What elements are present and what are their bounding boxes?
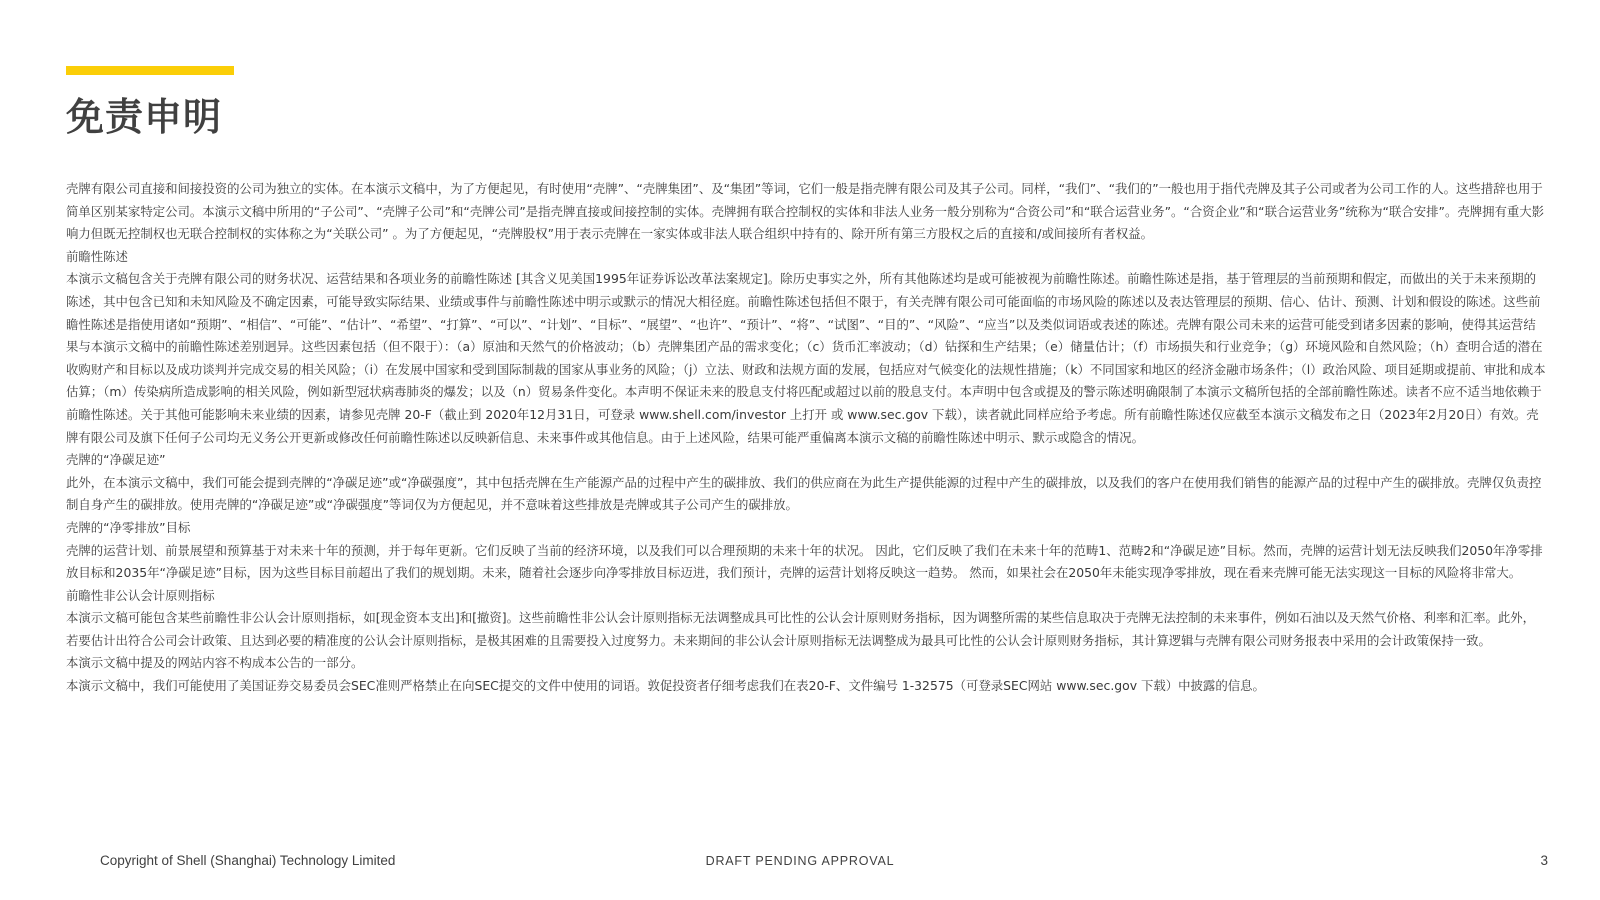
title-accent-bar <box>66 66 234 75</box>
disclaimer-body <box>66 178 1546 698</box>
footer-copyright: Copyright of Shell (Shanghai) Technology Limited <box>100 853 396 868</box>
footer-draft-status: DRAFT PENDING APPROVAL <box>705 854 895 868</box>
heading-non-gaap: 前瞻性非公认会计原则指标 <box>66 587 215 603</box>
paragraph-sec: 本演示文稿中，我们可能使用了美国证券交易委员会SEC准则严格禁止在向SEC提交的文件中使用的词语。敦促投资者仔细考虑我们在表20-F、文件编号 1-32575（可登录SEC网站 www.sec.gov 下载）中披露的信息。 <box>66 678 1265 694</box>
heading-forward-looking: 前瞻性陈述 <box>66 248 128 264</box>
paragraph-non-gaap: 本演示文稿可能包含某些前瞻性非公认会计原则指标，如[现金资本支出]和[撤资]。这些前瞻性非公认会计原则指标无法调整成具可比性的公认会计原则财务指标，因为调整所需的某些信息取决于壳牌无法控制的未来事件，例如石油以及天然气价格、利率和汇率。此外，若要估计出符合公司会计政策、且达到必要的精准度的公认会计原则指标，是极其困难的且需要投入过度努力。未来期间的非公认会计原则指标无法调整成为最具可比性的公认会计原则财务指标，其计算逻辑与壳牌有限公司财务报表中采用的会计政策保持一致。 <box>66 610 1536 648</box>
footer-page-number: 3 <box>1540 853 1548 868</box>
paragraph-net-carbon-footprint: 此外，在本演示文稿中，我们可能会提到壳牌的“净碳足迹”或“净碳强度”，其中包括壳牌在生产能源产品的过程中产生的碳排放、我们的供应商在为此生产提供能源的过程中产生的碳排放，以及我们的客户在使用我们销售的能源产品的过程中产生的碳排放。壳牌仅负责控制自身产生的碳排放。使用壳牌的“净碳足迹”或“净碳强度”等词仅为方便起见，并不意味着这些排放是壳牌或其子公司产生的碳排放。 <box>66 474 1542 513</box>
paragraph-forward-looking: 本演示文稿包含关于壳牌有限公司的财务状况、运营结果和各项业务的前瞻性陈述 [其含义见美国1995年证券诉讼改革法案规定]。除历史事实之外，所有其他陈述均是或可能被视为前瞻性陈述。前瞻性陈述是指，基于管理层的当前预期和假定，而做出的关于未来预期的陈述，其中包含已知和未知风险及不确定因素，可能导致实际结果、业绩或事件与前瞻性陈述中明示或默示的情况大相径庭。前瞻性陈述包括但不限于，有关壳牌有限公司可能面临的市场风险的陈述以及表达管理层的预期、信心、估计、预测、计划和假设的陈述。这些前瞻性陈述是指使用诸如“预期”、“相信”、“可能”、“估计”、“希望”、“打算”、“可以”、“计划”、“目标”、“展望”、“也许”、“预计”、“将”、“试图”、“目的”、“风险”、“应当”以及类似词语或表述的陈述。壳牌有限公司未来的运营可能受到诸多因素的影响，使得其运营结果与本演示文稿中的前瞻性陈述差别迥异。这些因素包括（但不限于）：（a）原油和天然气的价格波动；（b）壳牌集团产品的需求变化；（c）货币汇率波动；（d）钻探和生产结果；（e）储量估计；（f）市场损失和行业竞争；（g）环境风险和自然风险；（h）查明合适的潜在收购财产和目标以及成功谈判并完成交易的相关风险；（i）在发展中国家和受到国际制裁的国家从事业务的风险；（j）立法、财政和法规方面的发展，包括应对气候变化的法规性措施；（k）不同国家和地区的经济金融市场条件；（l）政治风险、项目延期或提前、审批和成本估算；（m）传染病所造成影响的相关风险，例如新型冠状病毒肺炎的爆发；以及（n）贸易条件变化。本声明不保证未来的股息支付将匹配或超过以前的股息支付。本声明中包含或提及的警示陈述明确限制了本演示文稿所包括的全部前瞻性陈述。读者不应不适当地依赖于前瞻性陈述。关于其他可能影响未来业绩的因素，请参见壳牌 20-F（截止到 2020年12月31日，可登录 www.shell.com/investor 上打开 或 www.sec.gov 下载），读者就此同样应给予考虑。所有前瞻性陈述仅应截至本演示文稿发布之日（2023年2月20日）有效。壳牌有限公司及旗下任何子公司均无义务公开更新或修改任何前瞻性陈述以反映新信息、未来事件或其他信息。由于上述风险，结果可能严重偏离本演示文稿的前瞻性陈述中明示、默示或隐含的情况。 <box>66 271 1546 445</box>
paragraph-websites: 本演示文稿中提及的网站内容不构成本公告的一部分。 <box>66 655 364 671</box>
paragraph-net-zero: 壳牌的运营计划、前景展望和预算基于对未来十年的预测，并于每年更新。它们反映了当前的经济环境，以及我们可以合理预期的未来十年的状况。 因此，它们反映了我们在未来十年的范畴1、范畴2和“净碳足迹”目标。然而，壳牌的运营计划无法反映我们2050年净零排放目标和2035年“净碳足迹”目标，因为这些目标目前超出了我们的规划期。未来，随着社会逐步向净零排放目标迈进，我们预计，壳牌的运营计划将反映这一趋势。 然而，如果社会在2050年未能实现净零排放，现在看来壳牌可能无法实现这一目标的风险将非常大。 <box>66 542 1543 581</box>
page-title: 免责申明 <box>66 95 223 139</box>
heading-net-zero: 壳牌的“净零排放”目标 <box>66 519 191 535</box>
paragraph-entities: 壳牌有限公司直接和间接投资的公司为独立的实体。在本演示文稿中，为了方便起见，有时使用“壳牌”、“壳牌集团”、及“集团”等词，它们一般是指壳牌有限公司及其子公司。同样，“我们”、“我们的”一般也用于指代壳牌及其子公司或者为公司工作的人。这些措辞也用于简单区别某家特定公司。本演示文稿中所用的“子公司”、“壳牌子公司”和“壳牌公司”是指壳牌直接或间接控制的实体。壳牌拥有联合控制权的实体和非法人业务一般分别称为“合资公司”和“联合运营业务”。“合资企业”和“联合运营业务”统称为“联合安排”。壳牌拥有重大影响力但既无控制权也无联合控制权的实体称之为“关联公司” 。为了方便起见，“壳牌股权”用于表示壳牌在一家实体或非法人联合组织中持有的、除开所有第三方股权之后的直接和/或间接所有者权益。 <box>66 181 1545 242</box>
heading-net-carbon-footprint: 壳牌的“净碳足迹” <box>66 452 166 468</box>
